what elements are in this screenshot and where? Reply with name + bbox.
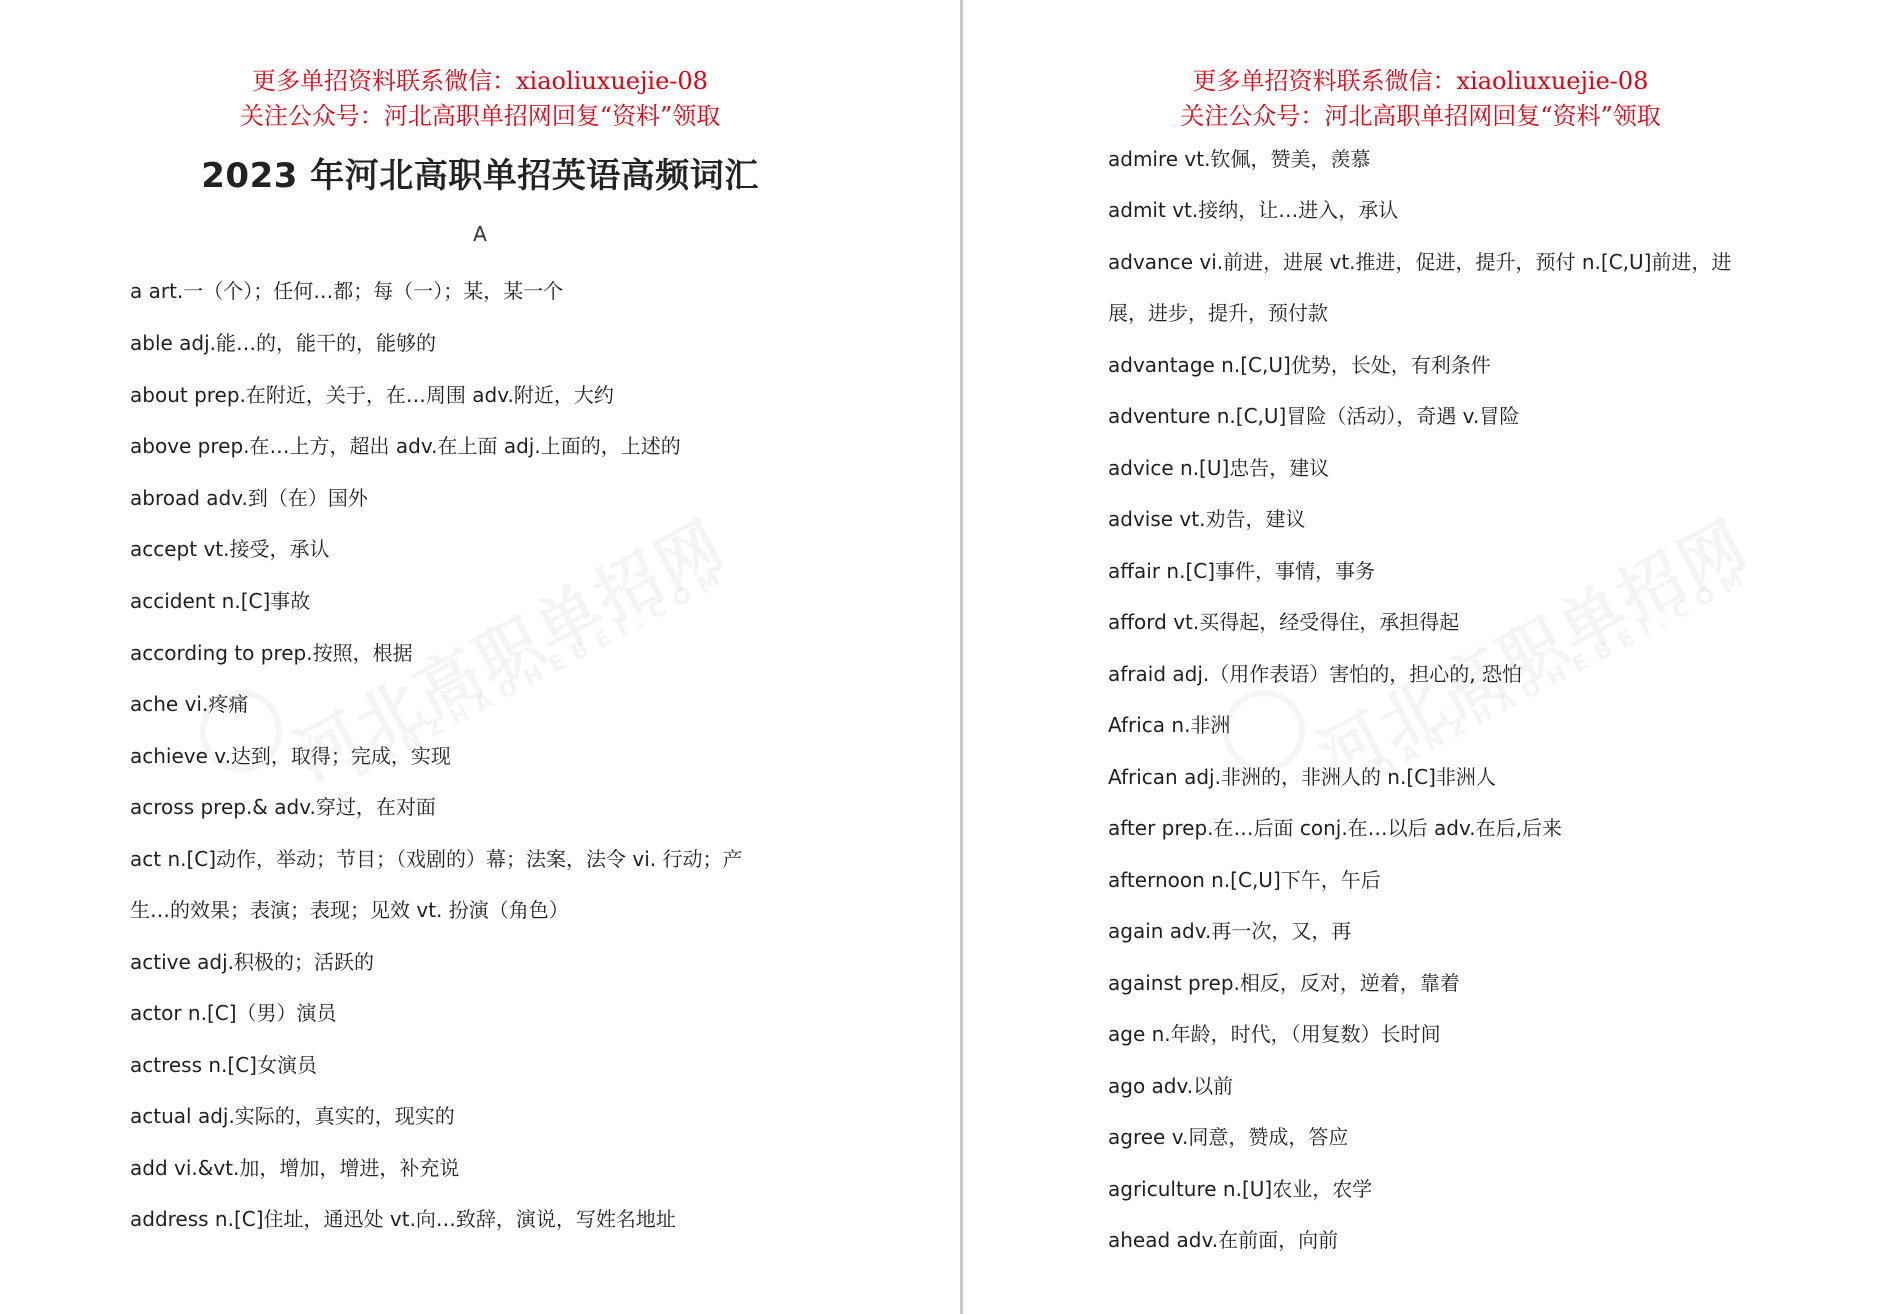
vocab-entry: after prep.在…后面 conj.在…以后 adv.在后,后来 [1108,816,1562,840]
vocab-entry-continuation: 展，进步，提升，预付款 [1108,301,1328,325]
vocab-entry: about prep.在附近，关于，在…周围 adv.附近，大约 [130,383,614,407]
vocab-entry: admire vt.钦佩，赞美，羡慕 [1108,147,1371,171]
vocab-entry: actor n.[C]（男）演员 [130,1001,337,1025]
vocab-entry: Africa n.非洲 [1108,713,1231,737]
vocab-entry: advantage n.[C,U]优势，长处，有利条件 [1108,353,1491,377]
watermark-right [1299,494,1762,799]
vocab-entry: according to prep.按照，根据 [130,641,413,665]
vocab-entry: ago adv.以前 [1108,1074,1234,1098]
vocab-entry: African adj.非洲的，非洲人的 n.[C]非洲人 [1108,765,1496,789]
vocab-entry: abroad adv.到（在）国外 [130,486,368,510]
vocab-entry: act n.[C]动作，举动；节目；（戏剧的）幕；法案，法令 vi. 行动；产 [130,847,743,871]
vocab-entry: ache vi.疼痛 [130,692,249,716]
vocab-entry: affair n.[C]事件，事情，事务 [1108,559,1376,583]
vocab-entry: accept vt.接受，承认 [130,537,330,561]
right-page [963,0,1878,1314]
vocab-entry: advice n.[U]忠告，建议 [1108,456,1330,480]
vocab-entry: advise vt.劝告，建议 [1108,507,1306,531]
vocab-entry: age n.年龄，时代，（用复数）长时间 [1108,1022,1441,1046]
vocab-entry: afternoon n.[C,U]下午，午后 [1108,868,1381,892]
vocab-entry: against prep.相反，反对，逆着，靠着 [1108,971,1460,995]
vocab-entry: adventure n.[C,U]冒险（活动），奇遇 v.冒险 [1108,404,1520,428]
vocab-entry: across prep.& adv.穿过，在对面 [130,795,436,819]
vocab-entry: agriculture n.[U]农业，农学 [1108,1177,1373,1201]
document-title: 2023 年河北高职单招英语高频词汇 [201,156,759,196]
promo-contact-line: 更多单招资料联系微信：xiaoliuxuejie-08 [1192,67,1649,95]
vocab-entry: accident n.[C]事故 [130,589,311,613]
vocab-entry: ahead adv.在前面，向前 [1108,1228,1339,1252]
vocab-entry: agree v.同意，赞成，答应 [1108,1125,1349,1149]
vocab-entry: afraid adj.（用作表语）害怕的，担心的, 恐怕 [1108,662,1522,686]
vocab-entry: afford vt.买得起，经受得住，承担得起 [1108,610,1460,634]
vocab-entry: above prep.在…上方，超出 adv.在上面 adj.上面的，上述的 [130,434,681,458]
section-letter: A [473,222,487,246]
vocab-entry: admit vt.接纳，让…进入，承认 [1108,198,1399,222]
vocab-entry: actual adj.实际的，真实的，现实的 [130,1104,455,1128]
vocab-entry-continuation: 生…的效果；表演；表现；见效 vt. 扮演（角色） [130,898,569,922]
vocab-entry: address n.[C]住址，通迅处 vt.向…致辞，演说，写姓名地址 [130,1207,676,1231]
vocab-entry: able adj.能…的，能干的，能够的 [130,331,437,355]
promo-contact-line: 更多单招资料联系微信：xiaoliuxuejie-08 [252,67,708,95]
vocab-entry: advance vi.前进，进展 vt.推进，促进，提升，预付 n.[C,U]前进，进 [1108,250,1732,274]
promo-follow-line: 关注公众号：河北高职单招网回复“资料”领取 [239,102,721,130]
vocab-entry: active adj.积极的；活跃的 [130,950,375,974]
vocab-entry: add vi.&vt.加，增加，增进，补充说 [130,1156,460,1180]
vocab-entry: a art.一（个）；任何…都；每（一）；某，某一个 [130,279,564,303]
vocab-entry: achieve v.达到，取得；完成，实现 [130,744,451,768]
vocab-entry: actress n.[C]女演员 [130,1053,317,1077]
vocab-entry: again adv.再一次，又，再 [1108,919,1352,943]
promo-follow-line: 关注公众号：河北高职单招网回复“资料”领取 [1180,102,1661,130]
